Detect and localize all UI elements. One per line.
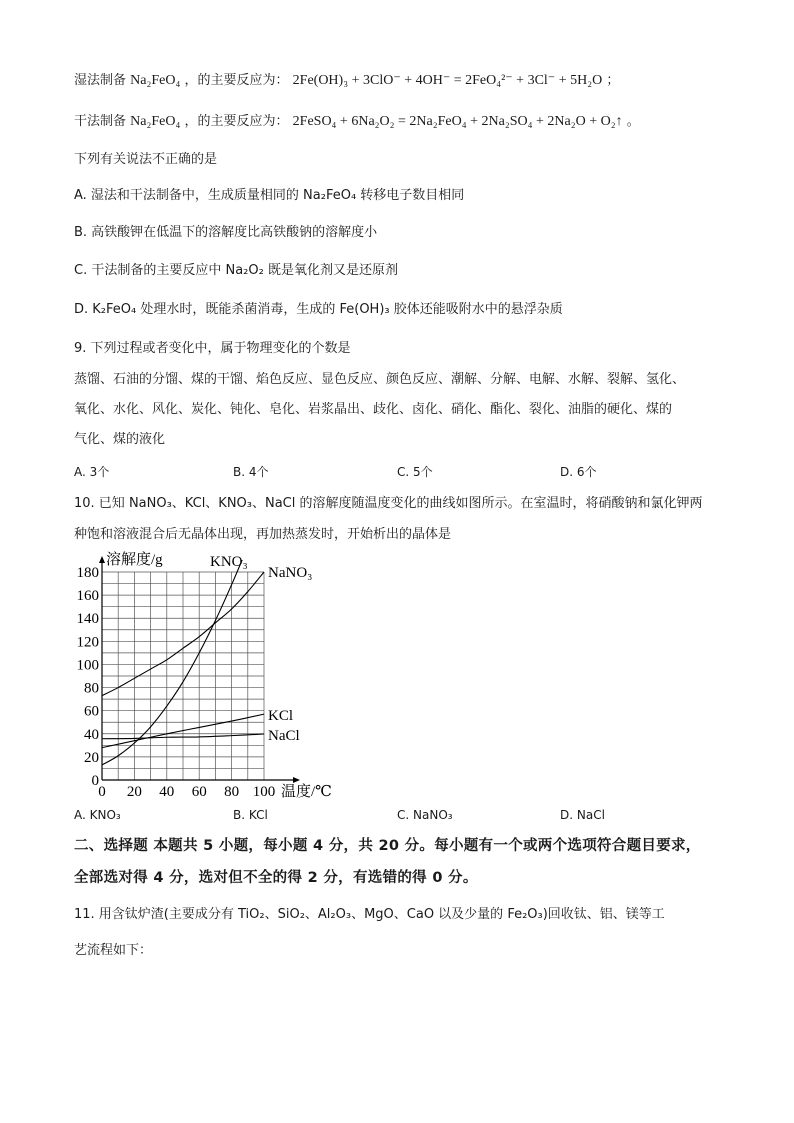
series-label-nacl: NaCl xyxy=(268,728,300,744)
chart-ticks xyxy=(77,565,276,800)
q11-stem-line2: 艺流程如下： xyxy=(74,943,153,958)
q8-option-a: A. 湿法和干法制备中，生成质量相同的 Na₂FeO₄ 转移电子数目相同 xyxy=(74,188,465,203)
wet-method-equation: 2Fe(OH)₃ + 3ClO⁻ + 4OH⁻ = 2FeO₄²⁻ + 3Cl⁻ + 5H₂O xyxy=(292,73,603,88)
y-tick-label: 100 xyxy=(76,657,99,674)
q10-option-d: D. NaCl xyxy=(560,808,605,822)
q9-option-b: B. 4个 xyxy=(233,465,269,479)
dry-method-equation: 2FeSO₄ + 6Na₂O₂ = 2Na₂FeO₄ + 2Na₂SO₄ + 2Na₂O + O₂↑ xyxy=(292,114,623,129)
q9-option-d: D. 6个 xyxy=(560,465,597,479)
dry-method-line xyxy=(74,113,640,131)
wet-method-prefix: 湿法制备 xyxy=(74,73,127,88)
chart-labels xyxy=(210,554,312,744)
x-tick-label: 60 xyxy=(191,784,207,800)
series-label-nano: NaNO₃ xyxy=(268,565,313,581)
q8-option-b: B. 高铁酸钾在低温下的溶解度比高铁酸钠的溶解度小 xyxy=(74,225,378,240)
dry-method-end: 。 xyxy=(626,114,640,129)
q11-stem-line1: 11. 用含钛炉渣(主要成分有 TiO₂、SiO₂、Al₂O₃、MgO、CaO 以及少量的 Fe₂O₃)回收钛、铝、镁等工 xyxy=(74,907,665,922)
wet-method-line xyxy=(74,72,619,90)
x-axis-label: 温度/℃ xyxy=(281,784,332,800)
dry-method-compound: Na₂FeO₄ xyxy=(130,114,181,129)
q10-option-a: A. KNO₃ xyxy=(74,808,121,822)
x-tick-label: 80 xyxy=(224,784,240,800)
q9-list-line1: 蒸馏、石油的分馏、煤的干馏、焰色反应、显色反应、颜色反应、潮解、分解、电解、水解、裂解、氢化、 xyxy=(74,372,686,387)
q8-option-c: C. 干法制备的主要反应中 Na₂O₂ 既是氧化剂又是还原剂 xyxy=(74,263,398,278)
x-axis-arrow xyxy=(293,777,300,783)
series-label-kcl: KCl xyxy=(268,708,294,724)
y-tick-label: 180 xyxy=(76,565,99,581)
dry-method-mid: ，的主要反应为： xyxy=(184,114,289,129)
q8-stem: 下列有关说法不正确的是 xyxy=(74,152,218,167)
y-tick-label: 60 xyxy=(84,703,99,720)
q9-list-line2: 氧化、水化、风化、炭化、钝化、皂化、岩浆晶出、歧化、卤化、硝化、酯化、裂化、油脂的硬化、煤的 xyxy=(74,402,673,417)
y-tick-label: 40 xyxy=(84,726,99,743)
y-axis-label: 溶解度/g xyxy=(106,552,163,568)
solubility-chart xyxy=(74,548,344,803)
x-tick-label: 20 xyxy=(126,784,142,800)
x-tick-label: 40 xyxy=(159,784,175,800)
y-tick-label: 160 xyxy=(76,588,99,605)
y-tick-label: 80 xyxy=(84,680,99,697)
q10-stem-line2: 种饱和溶液混合后无晶体出现，再加热蒸发时，开始析出的晶体是 xyxy=(74,527,452,542)
y-tick-label: 140 xyxy=(76,611,99,628)
q10-option-b: B. KCl xyxy=(233,808,268,822)
wet-method-end: ； xyxy=(606,73,620,88)
section2-header-line2: 全部选对得 4 分，选对但不全的得 2 分，有选错的得 0 分。 xyxy=(74,870,478,886)
section2-header-line1: 二、选择题 本题共 5 小题，每小题 4 分，共 20 分。每小题有一个或两个选项符合题目要求， xyxy=(74,838,701,854)
y-tick-label: 20 xyxy=(84,749,99,766)
y-tick-label: 120 xyxy=(76,634,99,651)
series-label-kno: KNO₃ xyxy=(210,554,248,570)
chart-grid xyxy=(102,572,264,780)
q9-list-line3: 气化、煤的液化 xyxy=(74,432,166,447)
q10-option-c: C. NaNO₃ xyxy=(397,808,453,822)
q9-option-a: A. 3个 xyxy=(74,465,110,479)
y-tick-label: 0 xyxy=(91,773,99,789)
q9-stem: 9. 下列过程或者变化中，属于物理变化的个数是 xyxy=(74,341,351,356)
x-tick-label: 100 xyxy=(252,784,276,800)
q10-stem-line1: 10. 已知 NaNO₃、KCl、KNO₃、NaCl 的溶解度随温度变化的曲线如图所示。在室温时，将硝酸钠和氯化钾两 xyxy=(74,496,703,511)
q9-option-c: C. 5个 xyxy=(397,465,433,479)
y-axis-arrow xyxy=(99,556,105,563)
q8-option-d: D. K₂FeO₄ 处理水时，既能杀菌消毒，生成的 Fe(OH)₃ 胶体还能吸附水中的悬浮杂质 xyxy=(74,302,563,317)
wet-method-mid: ，的主要反应为： xyxy=(184,73,289,88)
x-tick-label: 0 xyxy=(98,784,106,800)
wet-method-compound: Na₂FeO₄ xyxy=(130,73,181,88)
dry-method-prefix: 干法制备 xyxy=(74,114,127,129)
